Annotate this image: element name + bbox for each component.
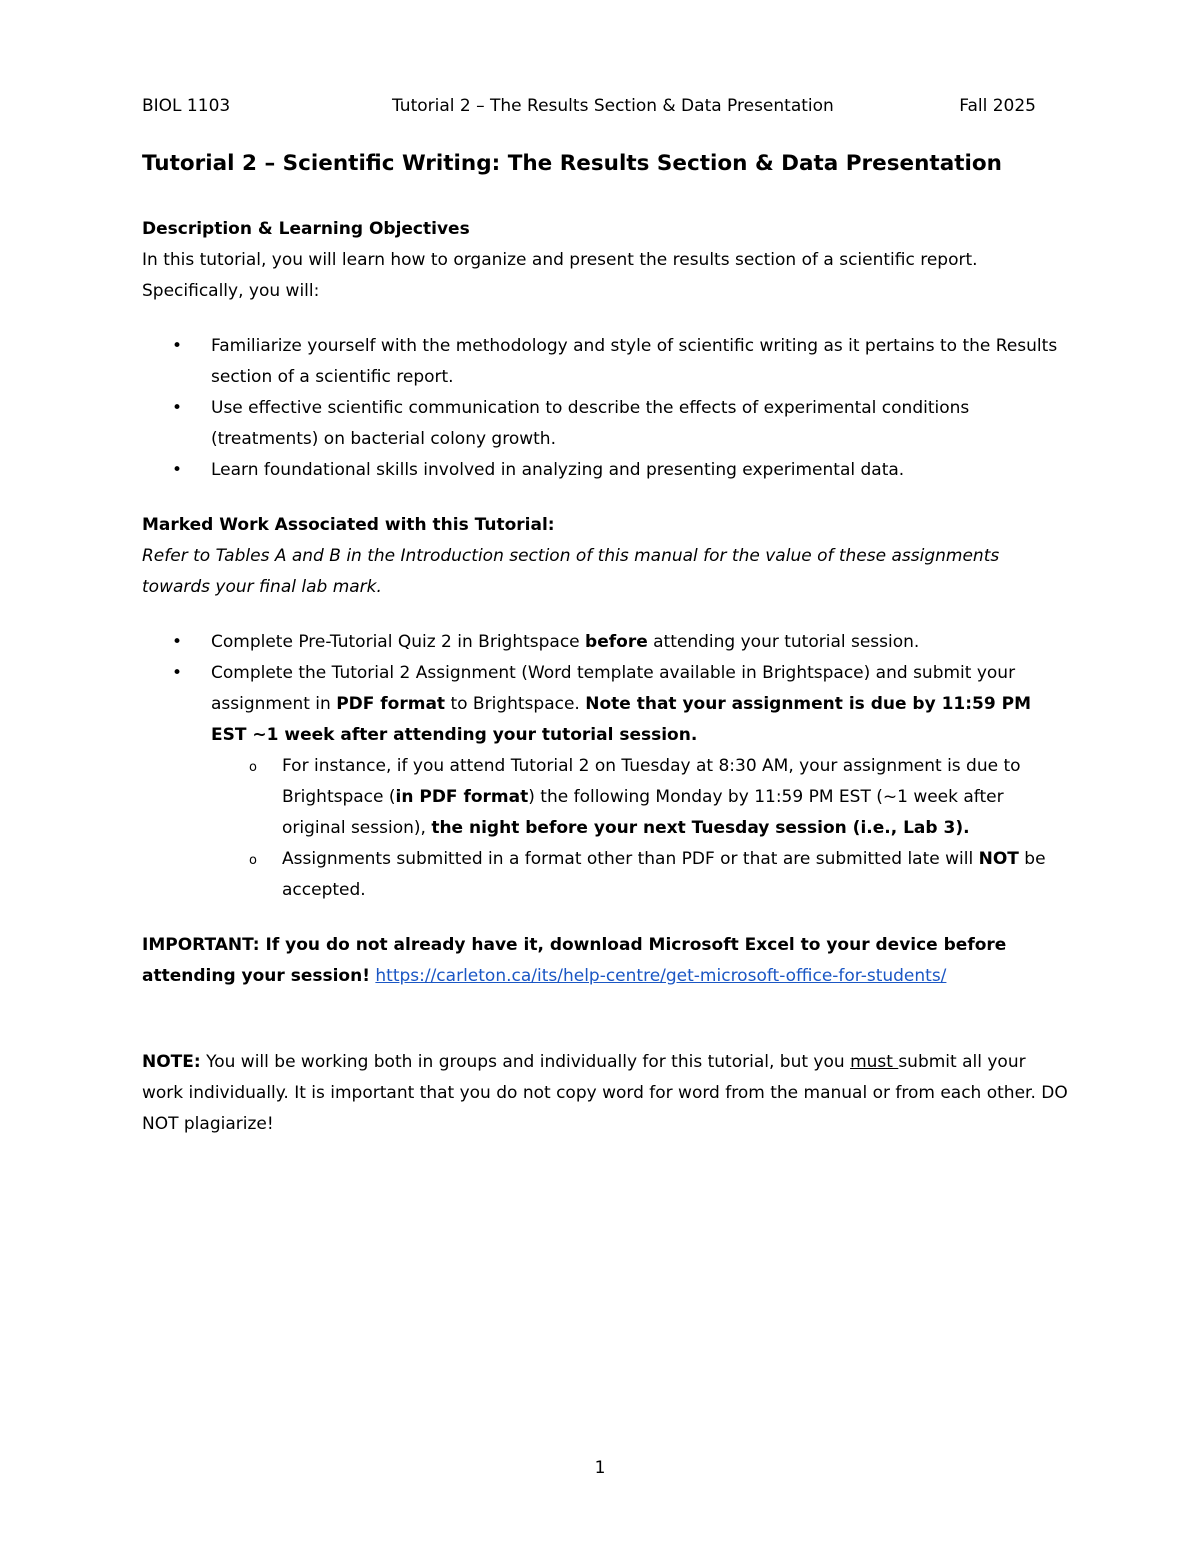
list-item: • Use effective scientific communication to describe the effects of experimental conditions (treatments) on bacterial colony growth. — [142, 393, 1072, 455]
must-emphasis: must — [850, 1052, 899, 1072]
list-item: • Familiarize yourself with the methodology and style of scientific writing as it pertains to the Results section of a scientific report. — [142, 331, 1072, 393]
header-term: Fall 2025 — [959, 96, 1036, 116]
list-item: • Complete Pre-Tutorial Quiz 2 in Brightspace before attending your tutorial session. — [142, 627, 1072, 658]
marked-work-list — [142, 627, 1072, 906]
header-document-title: Tutorial 2 – The Results Section & Data Presentation — [392, 96, 834, 116]
list-item: • Complete the Tutorial 2 Assignment (Word template available in Brightspace) and submit your assignment in PDF format to Brightspace. Note that your assignment is due by 11:59 PM EST ~1 week after attending your tutorial session. o For instance, if you attend Tutorial 2 on Tuesday at 8:30 AM, your assignment is due to Brightspace (in PDF format) the following Monday by 11:59 PM EST (~1 week after original session), the night before your next Tuesday session (i.e., Lab 3). o Assignments submitted in a format other than PDF or that are submitted late will NOT be accepted. — [142, 658, 1072, 906]
sub-list-item: o Assignments submitted in a format other than PDF or that are submitted late will NOT be accepted. — [142, 844, 1072, 906]
excel-download-link[interactable]: https://carleton.ca/its/help-centre/get-microsoft-office-for-students/ — [375, 966, 947, 986]
submission-sublist — [211, 751, 1072, 906]
sub-list-item: o For instance, if you attend Tutorial 2 on Tuesday at 8:30 AM, your assignment is due to Brightspace (in PDF format) the following Monday by 11:59 PM EST (~1 week after original session), the night before your next Tuesday session (i.e., Lab 3). — [142, 751, 1072, 844]
page-header — [142, 96, 1036, 122]
page-title: Tutorial 2 – Scientific Writing: The Results Section & Data Presentation — [142, 151, 1002, 176]
marked-work-note: Refer to Tables A and B in the Introduction section of this manual for the value of these assignments towards your final lab mark. — [142, 546, 1000, 597]
description-heading: Description & Learning Objectives — [142, 219, 470, 239]
page-number: 1 — [594, 1458, 606, 1478]
list-item: • Learn foundational skills involved in analyzing and presenting experimental data. — [142, 455, 1072, 486]
note-paragraph: NOTE: You will be working both in groups and individually for this tutorial, but you must submit all your work individually. It is important that you do not copy word for word from the manual or from each other. DO NOT plagiarize! — [142, 1052, 1068, 1134]
objectives-list — [142, 331, 1072, 486]
marked-work-heading: Marked Work Associated with this Tutorial: — [142, 515, 555, 535]
important-notice: IMPORTANT: If you do not already have it, download Microsoft Excel to your device before attending your session! https://carleton.ca/its/help-centre/get-microsoft-office-for-students/ — [142, 935, 1007, 986]
header-course: BIOL 1103 — [142, 96, 231, 116]
document-body — [142, 214, 1072, 1140]
description-intro: In this tutorial, you will learn how to organize and present the results section of a scientific report. Specifically, you will: — [142, 250, 978, 301]
